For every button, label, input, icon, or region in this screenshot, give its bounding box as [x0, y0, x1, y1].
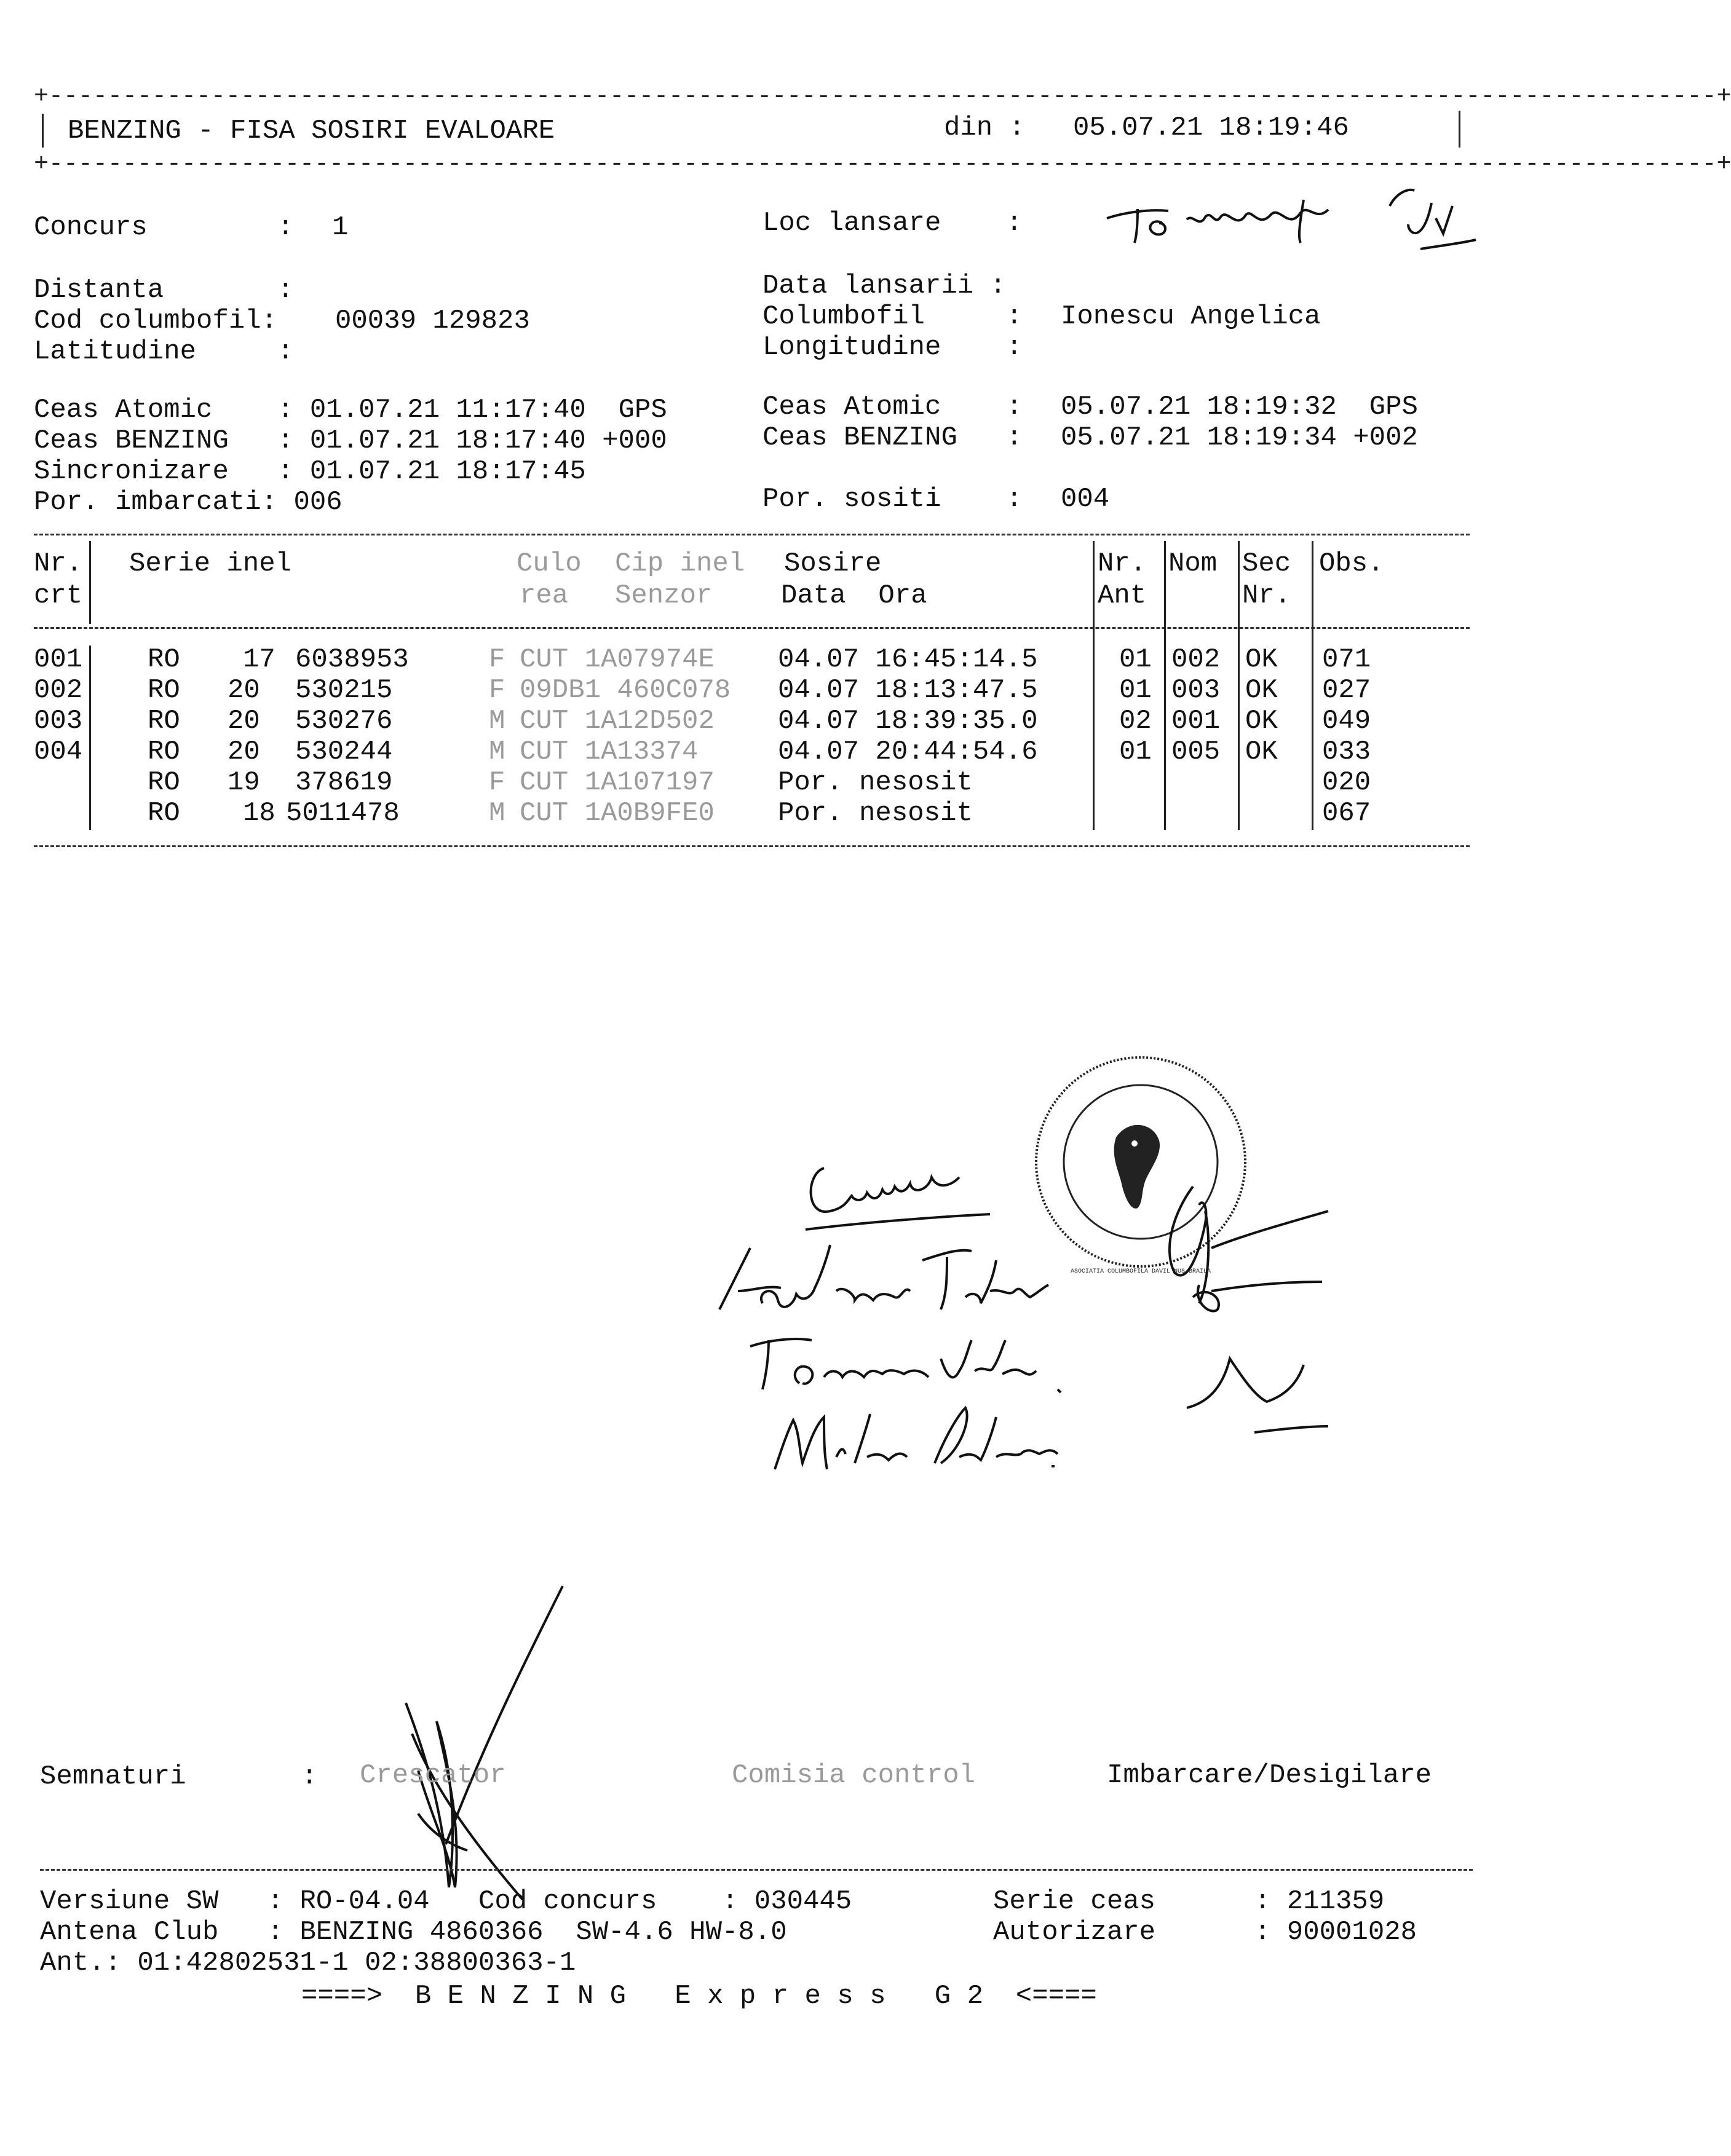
row-sec: OK: [1245, 736, 1278, 767]
row-tara: RO: [148, 736, 180, 767]
cod-value: 00039 129823: [335, 306, 530, 336]
header-right-bar: [1459, 111, 1460, 148]
row-sec: OK: [1245, 706, 1278, 736]
row-culoare: F: [489, 675, 505, 706]
row-cip: CUT 1A0B9FE0: [520, 798, 715, 829]
row-obs: 049: [1322, 706, 1371, 736]
columbofil-label: Columbofil :: [763, 301, 1023, 332]
porumbei-imbarcati: Por. imbarcati: 006: [34, 487, 343, 518]
row-inel: 530244: [295, 736, 393, 767]
row-nom: 002: [1171, 644, 1221, 675]
name-3-text: Mihai Dobrescu: [766, 1491, 776, 1493]
row-sosire: Por. nesosit: [778, 767, 973, 798]
row-an: 20: [228, 706, 260, 736]
sincronizare-left: Sincronizare : 01.07.21 18:17:45: [34, 456, 586, 487]
hdr-obs: Obs.: [1319, 548, 1384, 579]
hdr-culoare: Culo: [517, 548, 582, 579]
stamp-text: ASOCIATIA COLUMBOFILA DAVIL NUS BRAILA: [1070, 1268, 1211, 1275]
ceas-atomic-right-value: 05.07.21 18:19:32 GPS: [1061, 392, 1418, 422]
hdr-ant: Ant: [1098, 580, 1147, 611]
hdr-crt: crt: [34, 580, 83, 611]
handwritten-name-3: [763, 1396, 1107, 1494]
row-nom: 001: [1171, 706, 1221, 736]
ceas-benzing-right-value: 05.07.21 18:19:34 +002: [1061, 422, 1418, 453]
hdr-serie: Serie inel: [129, 548, 292, 579]
col-sep-1b: [89, 646, 91, 830]
hdr-nr-ant: Nr.: [1098, 548, 1147, 579]
row-nr: 001: [34, 644, 83, 675]
hdr-nr: Nr.: [34, 548, 83, 579]
row-tara: RO: [148, 644, 180, 675]
porumbei-sositi-value: 004: [1061, 484, 1110, 515]
footer-ant: Ant.: 01:42802531-1 02:38800363-1: [40, 1948, 576, 1978]
row-ant: 01: [1119, 736, 1152, 767]
row-nom: 003: [1171, 675, 1221, 706]
col-sep-ant: [1093, 541, 1095, 830]
name-2-text: Moraru Vasile: [741, 1405, 751, 1407]
row-ant: 01: [1119, 644, 1152, 675]
comisia-text: Comisia: [796, 1239, 802, 1241]
col-sep-obs: [1312, 541, 1313, 830]
row-culoare: F: [489, 644, 505, 675]
comisia-control-label: Comisia control: [732, 1760, 976, 1791]
row-sosire: 04.07 20:44:54.6: [778, 736, 1038, 767]
row-nr: 002: [34, 675, 83, 706]
header-title: BENZING - FISA SOSIRI EVALOARE: [68, 116, 555, 146]
name-1-text: Hálăzei Petru: [710, 1325, 720, 1327]
row-nr: 004: [34, 736, 83, 767]
row-ant: 02: [1119, 706, 1152, 736]
row-an: 20: [228, 736, 260, 767]
footer-autorizare-value: : 90001028: [1254, 1917, 1417, 1948]
header-bottom-border: +-----------------------------------------------------------------------------------------------------------------+: [34, 151, 1731, 178]
hdr-senzor: Senzor: [615, 580, 713, 611]
row-tara: RO: [148, 675, 180, 706]
crescator-label: Crescator: [360, 1760, 506, 1791]
col-sep-sec: [1238, 541, 1240, 830]
row-sosire: 04.07 16:45:14.5: [778, 644, 1038, 675]
col-sep-1: [89, 541, 91, 624]
col-sep-nom: [1164, 541, 1166, 830]
row-inel: 378619: [295, 767, 393, 798]
row-obs: 020: [1322, 767, 1371, 798]
imbarcare-label: Imbarcare/Desigilare: [1107, 1760, 1432, 1791]
longitudine-label: Longitudine :: [763, 332, 1023, 363]
handwritten-loc-lansare: [1101, 175, 1482, 255]
row-an: 20: [228, 675, 260, 706]
table-bottom-rule: [34, 845, 1470, 847]
distanta-label: Distanta :: [34, 275, 294, 306]
row-sosire: 04.07 18:39:35.0: [778, 706, 1038, 736]
crescator-signature: [381, 1580, 578, 1906]
hdr-sec-nr: Nr.: [1242, 580, 1291, 611]
columbofil-value: Ionescu Angelica: [1061, 301, 1321, 332]
footer-autorizare-label: Autorizare: [993, 1917, 1156, 1948]
row-obs: 033: [1322, 736, 1371, 767]
semnaturi-sep: :: [301, 1761, 318, 1792]
footer-serie-value: : 211359: [1254, 1886, 1385, 1917]
concurs-label: Concurs :: [34, 212, 294, 243]
hdr-culoare-2: rea: [520, 580, 569, 611]
hdr-nom: Nom: [1168, 548, 1218, 579]
row-cip: CUT 1A107197: [520, 767, 715, 798]
row-sec: OK: [1245, 675, 1278, 706]
row-obs: 027: [1322, 675, 1371, 706]
header-date-value: 05.07.21 18:19:46: [1073, 113, 1349, 143]
footer-antena: Antena Club : BENZING 4860366 SW-4.6 HW-8.0: [40, 1917, 787, 1948]
header-date-label: din :: [944, 113, 1026, 143]
porumbei-sositi-label: Por. sositi :: [763, 484, 1023, 515]
table-top-rule: [34, 534, 1470, 535]
row-tara: RO: [148, 798, 180, 829]
row-an: 19: [228, 767, 260, 798]
row-obs: 071: [1322, 644, 1371, 675]
hdr-sec: Sec: [1242, 548, 1291, 579]
handwritten-name-2: [738, 1322, 1082, 1408]
handwritten-loc-text: Tinca IV: [1107, 251, 1113, 253]
cod-label: Cod columbofil:: [34, 306, 278, 336]
hdr-data-ora: Data Ora: [781, 580, 927, 611]
row-nr: 003: [34, 706, 83, 736]
concurs-value: 1: [332, 212, 349, 243]
footer-serie-label: Serie ceas: [993, 1886, 1156, 1917]
row-tara: RO: [148, 767, 180, 798]
hdr-sosire: Sosire: [784, 548, 882, 579]
semnaturi-label: Semnaturi: [40, 1761, 186, 1792]
footer-versiune: Versiune SW : RO-04.04 Cod concurs : 030445: [40, 1886, 852, 1917]
ceas-atomic-right-label: Ceas Atomic :: [763, 392, 1023, 422]
row-inel: 530215: [295, 675, 393, 706]
loc-label: Loc lansare :: [763, 208, 1023, 239]
footer-rule: [40, 1869, 1473, 1871]
header-top-border: +-----------------------------------------------------------------------------------------------------------------+: [34, 83, 1731, 111]
data-lansarii-label: Data lansarii :: [763, 270, 1007, 301]
latitudine-label: Latitudine :: [34, 336, 294, 367]
hdr-cip: Cip inel: [615, 548, 745, 579]
row-inel: 6038953: [295, 644, 409, 675]
row-an: 17: [243, 644, 275, 675]
row-culoare: F: [489, 767, 505, 798]
footer-brand: ====> B E N Z I N G E x p r e s s G 2 <====: [301, 1981, 1097, 2012]
ceas-benzing-left: Ceas BENZING : 01.07.21 18:17:40 +000: [34, 425, 667, 456]
row-sosire: 04.07 18:13:47.5: [778, 675, 1038, 706]
handwritten-name-1: [707, 1236, 1064, 1328]
row-ant: 01: [1119, 675, 1152, 706]
row-sec: OK: [1245, 644, 1278, 675]
row-inel: 5011478: [286, 798, 400, 829]
row-sosire: Por. nesosit: [778, 798, 973, 829]
signature-scribble-right: [1144, 1174, 1341, 1469]
ceas-atomic-left: Ceas Atomic : 01.07.21 11:17:40 GPS: [34, 395, 667, 425]
table-header-rule: [34, 627, 1470, 629]
row-culoare: M: [489, 798, 505, 829]
row-cip: CUT 1A12D502: [520, 706, 715, 736]
row-inel: 530276: [295, 706, 393, 736]
row-nom: 005: [1171, 736, 1221, 767]
ceas-benzing-right-label: Ceas BENZING :: [763, 422, 1023, 453]
handwritten-comisia: [793, 1143, 1002, 1242]
row-cip: CUT 1A07974E: [520, 644, 715, 675]
row-cip: 09DB1 460C078: [520, 675, 731, 706]
row-cip: CUT 1A13374: [520, 736, 699, 767]
row-tara: RO: [148, 706, 180, 736]
header-left-bar: [42, 114, 44, 148]
row-culoare: M: [489, 706, 505, 736]
row-obs: 067: [1322, 798, 1371, 829]
row-culoare: M: [489, 736, 505, 767]
row-an: 18: [243, 798, 275, 829]
